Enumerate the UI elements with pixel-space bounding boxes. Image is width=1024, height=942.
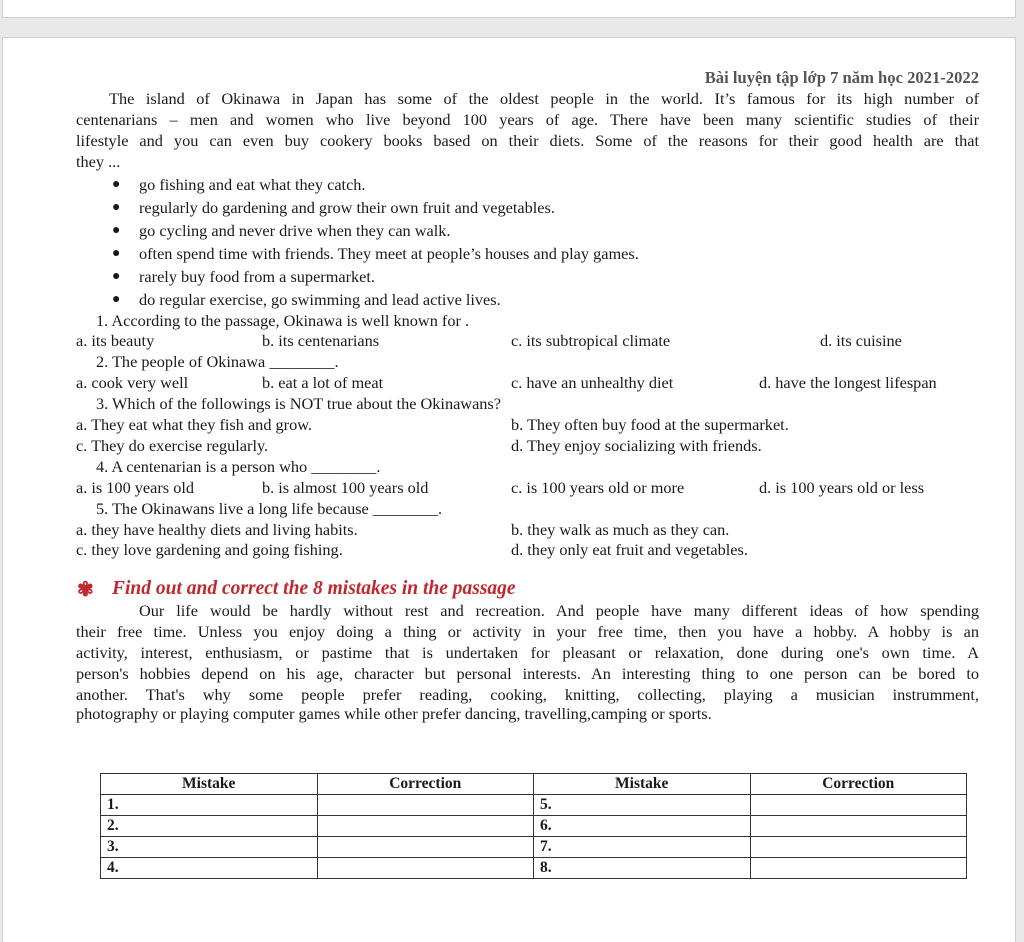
column-header: Correction: [750, 774, 967, 795]
option-c: c. its subtropical climate: [511, 331, 671, 351]
option-c: c. They do exercise regularly.: [76, 435, 269, 455]
passage-line: photography or playing computer games while other prefer dancing, travelling,camping or sports.: [76, 703, 712, 723]
passage-line: activity, interest, enthusiasm, or pastime that is undertaken for pleasant or relaxation, done during one's own time. A: [76, 643, 979, 663]
options-row: [76, 540, 979, 561]
bullet-icon: ●: [112, 268, 121, 284]
options-row: [76, 331, 979, 352]
passage-mistakes: [76, 601, 979, 722]
bullet-icon: ●: [112, 176, 121, 192]
table-header-row: [101, 774, 967, 795]
list-item: ● rarely buy food from a supermarket.: [112, 266, 375, 286]
question-stem: 1. According to the passage, Okinawa is well known for .: [96, 310, 470, 330]
table-row: [101, 795, 967, 816]
page-content: [76, 68, 979, 876]
section-title: ✾ Find out and correct the 8 mistakes in the passage: [77, 578, 516, 602]
mistake-cell[interactable]: 7.: [534, 837, 751, 858]
option-a: a. cook very well: [76, 373, 189, 393]
column-header: Mistake: [101, 774, 318, 795]
column-header: Mistake: [534, 774, 751, 795]
correction-cell[interactable]: [750, 858, 967, 879]
reasons-list: [76, 173, 979, 311]
list-item: ● regularly do gardening and grow their own fruit and vegetables.: [112, 197, 555, 217]
page-header: Bài luyện tập lớp 7 năm học 2021-2022: [704, 68, 979, 87]
option-d: d. They enjoy socializing with friends.: [511, 435, 762, 455]
flower-icon: ✾: [77, 579, 94, 602]
option-c: c. they love gardening and going fishing.: [76, 540, 343, 560]
passage-line: Our life would be hardly without rest and recreation. And people have many different ideas of how spending: [139, 601, 979, 621]
bullet-icon: ●: [112, 291, 121, 307]
list-item: ● go cycling and never drive when they can walk.: [112, 220, 451, 240]
option-c: c. is 100 years old or more: [511, 477, 685, 497]
options-row: [76, 436, 979, 457]
question-stem: 4. A centenarian is a person who ________.: [96, 456, 381, 476]
list-item: ● do regular exercise, go swimming and lead active lives.: [112, 289, 501, 309]
option-b: b. its centenarians: [262, 331, 380, 351]
passage-okinawa: [76, 89, 979, 173]
option-a: a. They eat what they fish and grow.: [76, 415, 313, 435]
correction-cell[interactable]: [750, 795, 967, 816]
passage-line: they ...: [76, 151, 121, 171]
correction-cell[interactable]: [317, 858, 534, 879]
mistake-cell[interactable]: 3.: [101, 837, 318, 858]
bullet-icon: ●: [112, 245, 121, 261]
table-row: [101, 858, 967, 879]
correction-cell[interactable]: [317, 816, 534, 837]
option-b: b. they walk as much as they can.: [511, 519, 730, 539]
option-d: d. they only eat fruit and vegetables.: [511, 540, 748, 560]
mistakes-table: [100, 773, 967, 879]
correction-cell[interactable]: [750, 837, 967, 858]
mistake-cell[interactable]: 5.: [534, 795, 751, 816]
question-stem: 3. Which of the followings is NOT true about the Okinawans?: [96, 394, 501, 414]
questions: [76, 311, 979, 562]
options-row: [76, 373, 979, 394]
mistake-cell[interactable]: 2.: [101, 816, 318, 837]
correction-cell[interactable]: [750, 816, 967, 837]
table-row: [101, 837, 967, 858]
options-row: [76, 478, 979, 499]
list-item: ● often spend time with friends. They meet at people’s houses and play games.: [112, 243, 639, 263]
mistake-cell[interactable]: 8.: [534, 858, 751, 879]
bullet-icon: ●: [112, 222, 121, 238]
correction-cell[interactable]: [317, 837, 534, 858]
passage-line: person's hobbies depend on his age, character but personal interests. An interesting thing to one person can be bored to: [76, 664, 979, 684]
passage-line: another. That's why some people prefer reading, cooking, knitting, collecting, playing a musician instrumment,: [76, 684, 979, 704]
option-a: a. they have healthy diets and living habits.: [76, 519, 358, 539]
options-row: [76, 415, 979, 436]
correction-cell[interactable]: [317, 795, 534, 816]
option-c: c. have an unhealthy diet: [511, 373, 674, 393]
option-b: b. eat a lot of meat: [262, 373, 384, 393]
document-page: [2, 37, 1016, 942]
option-d: d. is 100 years old or less: [759, 477, 925, 497]
options-row: [76, 520, 979, 541]
mistake-cell[interactable]: 6.: [534, 816, 751, 837]
mistake-cell[interactable]: 1.: [101, 795, 318, 816]
passage-line: lifestyle and you can even buy cookery books based on their diets. Some of the reasons for their good health are that: [76, 130, 979, 150]
option-a: a. is 100 years old: [76, 477, 195, 497]
option-d: d. have the longest lifespan: [759, 373, 937, 393]
question-stem: 5. The Okinawans live a long life because ________.: [96, 498, 443, 518]
mistake-cell[interactable]: 4.: [101, 858, 318, 879]
option-b: b. They often buy food at the supermarket.: [511, 415, 789, 435]
passage-line: their free time. Unless you enjoy doing a thing or activity in your free time, then you have a hobby. A hobby is an: [76, 622, 979, 642]
table-row: [101, 816, 967, 837]
passage-line: centenarians – men and women who live beyond 100 years of age. There have been many scientific studies of their: [76, 109, 979, 129]
bullet-icon: ●: [112, 199, 121, 215]
passage-line: The island of Okinawa in Japan has some of the oldest people in the world. It’s famous for its high number of: [109, 88, 979, 108]
list-item: ● go fishing and eat what they catch.: [112, 174, 366, 194]
question-stem: 2. The people of Okinawa ________.: [96, 352, 339, 372]
previous-page-edge: [2, 0, 1016, 18]
option-b: b. is almost 100 years old: [262, 477, 429, 497]
option-d: d. its cuisine: [820, 331, 902, 351]
column-header: Correction: [317, 774, 534, 795]
option-a: a. its beauty: [76, 331, 155, 351]
